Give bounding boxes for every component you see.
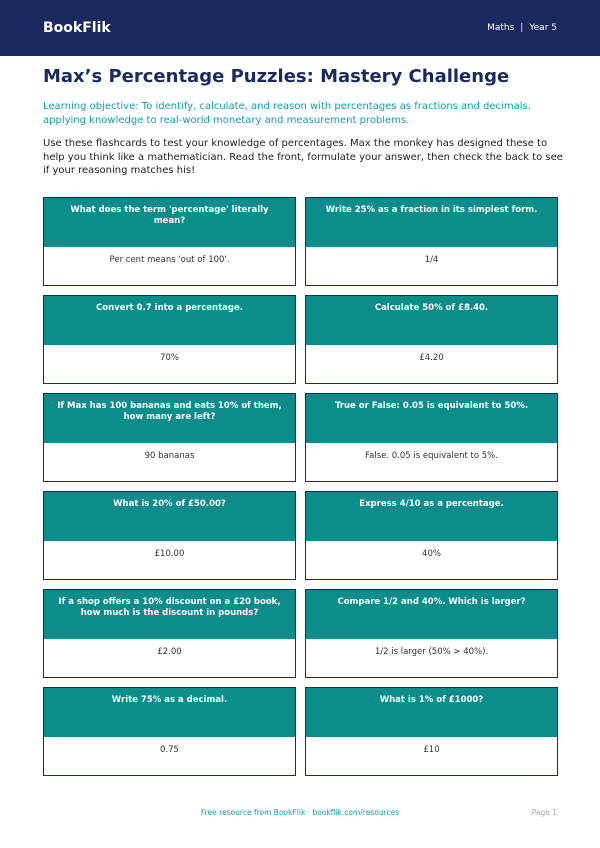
card-back: 40% xyxy=(422,549,441,559)
intro-text: Use these flashcards to test your knowledge of percentages. Max the monkey has designed these to help you think like a mathematician. Read the front, formulate your answer, then check the back to see if your reasoning matches his! xyxy=(43,138,563,176)
flashcard[interactable] xyxy=(43,295,296,384)
subject-year-meta xyxy=(487,23,557,33)
flashcard[interactable] xyxy=(43,687,296,776)
card-back: £10.00 xyxy=(154,549,185,559)
flashcard[interactable] xyxy=(305,393,558,482)
card-front: Compare 1/2 and 40%. Which is larger? xyxy=(306,590,557,639)
flashcard[interactable] xyxy=(305,491,558,580)
footer-credit-link[interactable]: Free resource from BookFlik · bookflik.com/resources xyxy=(200,808,400,817)
header-bar xyxy=(0,0,600,56)
card-front: True or False: 0.05 is equivalent to 50%. xyxy=(306,394,557,443)
card-front: What does the term 'percentage' literally mean? xyxy=(44,198,295,247)
card-back: Per cent means 'out of 100'. xyxy=(109,255,230,265)
footer xyxy=(0,808,600,822)
meta-separator: | xyxy=(520,23,524,33)
flashcard[interactable] xyxy=(43,491,296,580)
card-front: Write 75% as a decimal. xyxy=(44,688,295,737)
flashcard[interactable] xyxy=(305,295,558,384)
card-back: £2.00 xyxy=(157,647,182,657)
subject-label: Maths xyxy=(487,23,515,33)
flashcard-grid xyxy=(43,197,557,776)
card-back: 70% xyxy=(160,353,179,363)
card-front: What is 20% of £50.00? xyxy=(44,492,295,541)
page-title: Max’s Percentage Puzzles: Mastery Challenge xyxy=(43,66,510,87)
flashcard[interactable] xyxy=(305,687,558,776)
card-front: Express 4/10 as a percentage. xyxy=(306,492,557,541)
card-front: If Max has 100 bananas and eats 10% of them, how many are left? xyxy=(44,394,295,443)
learning-objective: Learning objective: To identify, calculate, and reason with percentages as fractions and decimals, applying knowledge to real-world monetary and measurement problems. xyxy=(43,101,531,126)
flashcard[interactable] xyxy=(305,589,558,678)
flashcard[interactable] xyxy=(43,393,296,482)
flashcard[interactable] xyxy=(305,197,558,286)
card-front: Calculate 50% of £8.40. xyxy=(306,296,557,345)
card-front: Convert 0.7 into a percentage. xyxy=(44,296,295,345)
card-back: False. 0.05 is equivalent to 5%. xyxy=(365,451,498,461)
brand-logo-text[interactable]: BookFlik xyxy=(43,20,111,36)
card-front: Write 25% as a fraction in its simplest form. xyxy=(306,198,557,247)
card-back: £10 xyxy=(423,745,440,755)
card-front: If a shop offers a 10% discount on a £20 book, how much is the discount in pounds? xyxy=(44,590,295,639)
flashcard[interactable] xyxy=(43,197,296,286)
card-back: 1/2 is larger (50% > 40%). xyxy=(374,647,489,657)
page-number: Page 1 xyxy=(531,808,557,817)
year-label: Year 5 xyxy=(529,23,557,33)
flashcard[interactable] xyxy=(43,589,296,678)
card-back: 90 bananas xyxy=(144,451,195,461)
card-back: £4.20 xyxy=(419,353,444,363)
card-back: 1/4 xyxy=(424,255,439,265)
card-back: 0.75 xyxy=(160,745,179,755)
card-front: What is 1% of £1000? xyxy=(306,688,557,737)
